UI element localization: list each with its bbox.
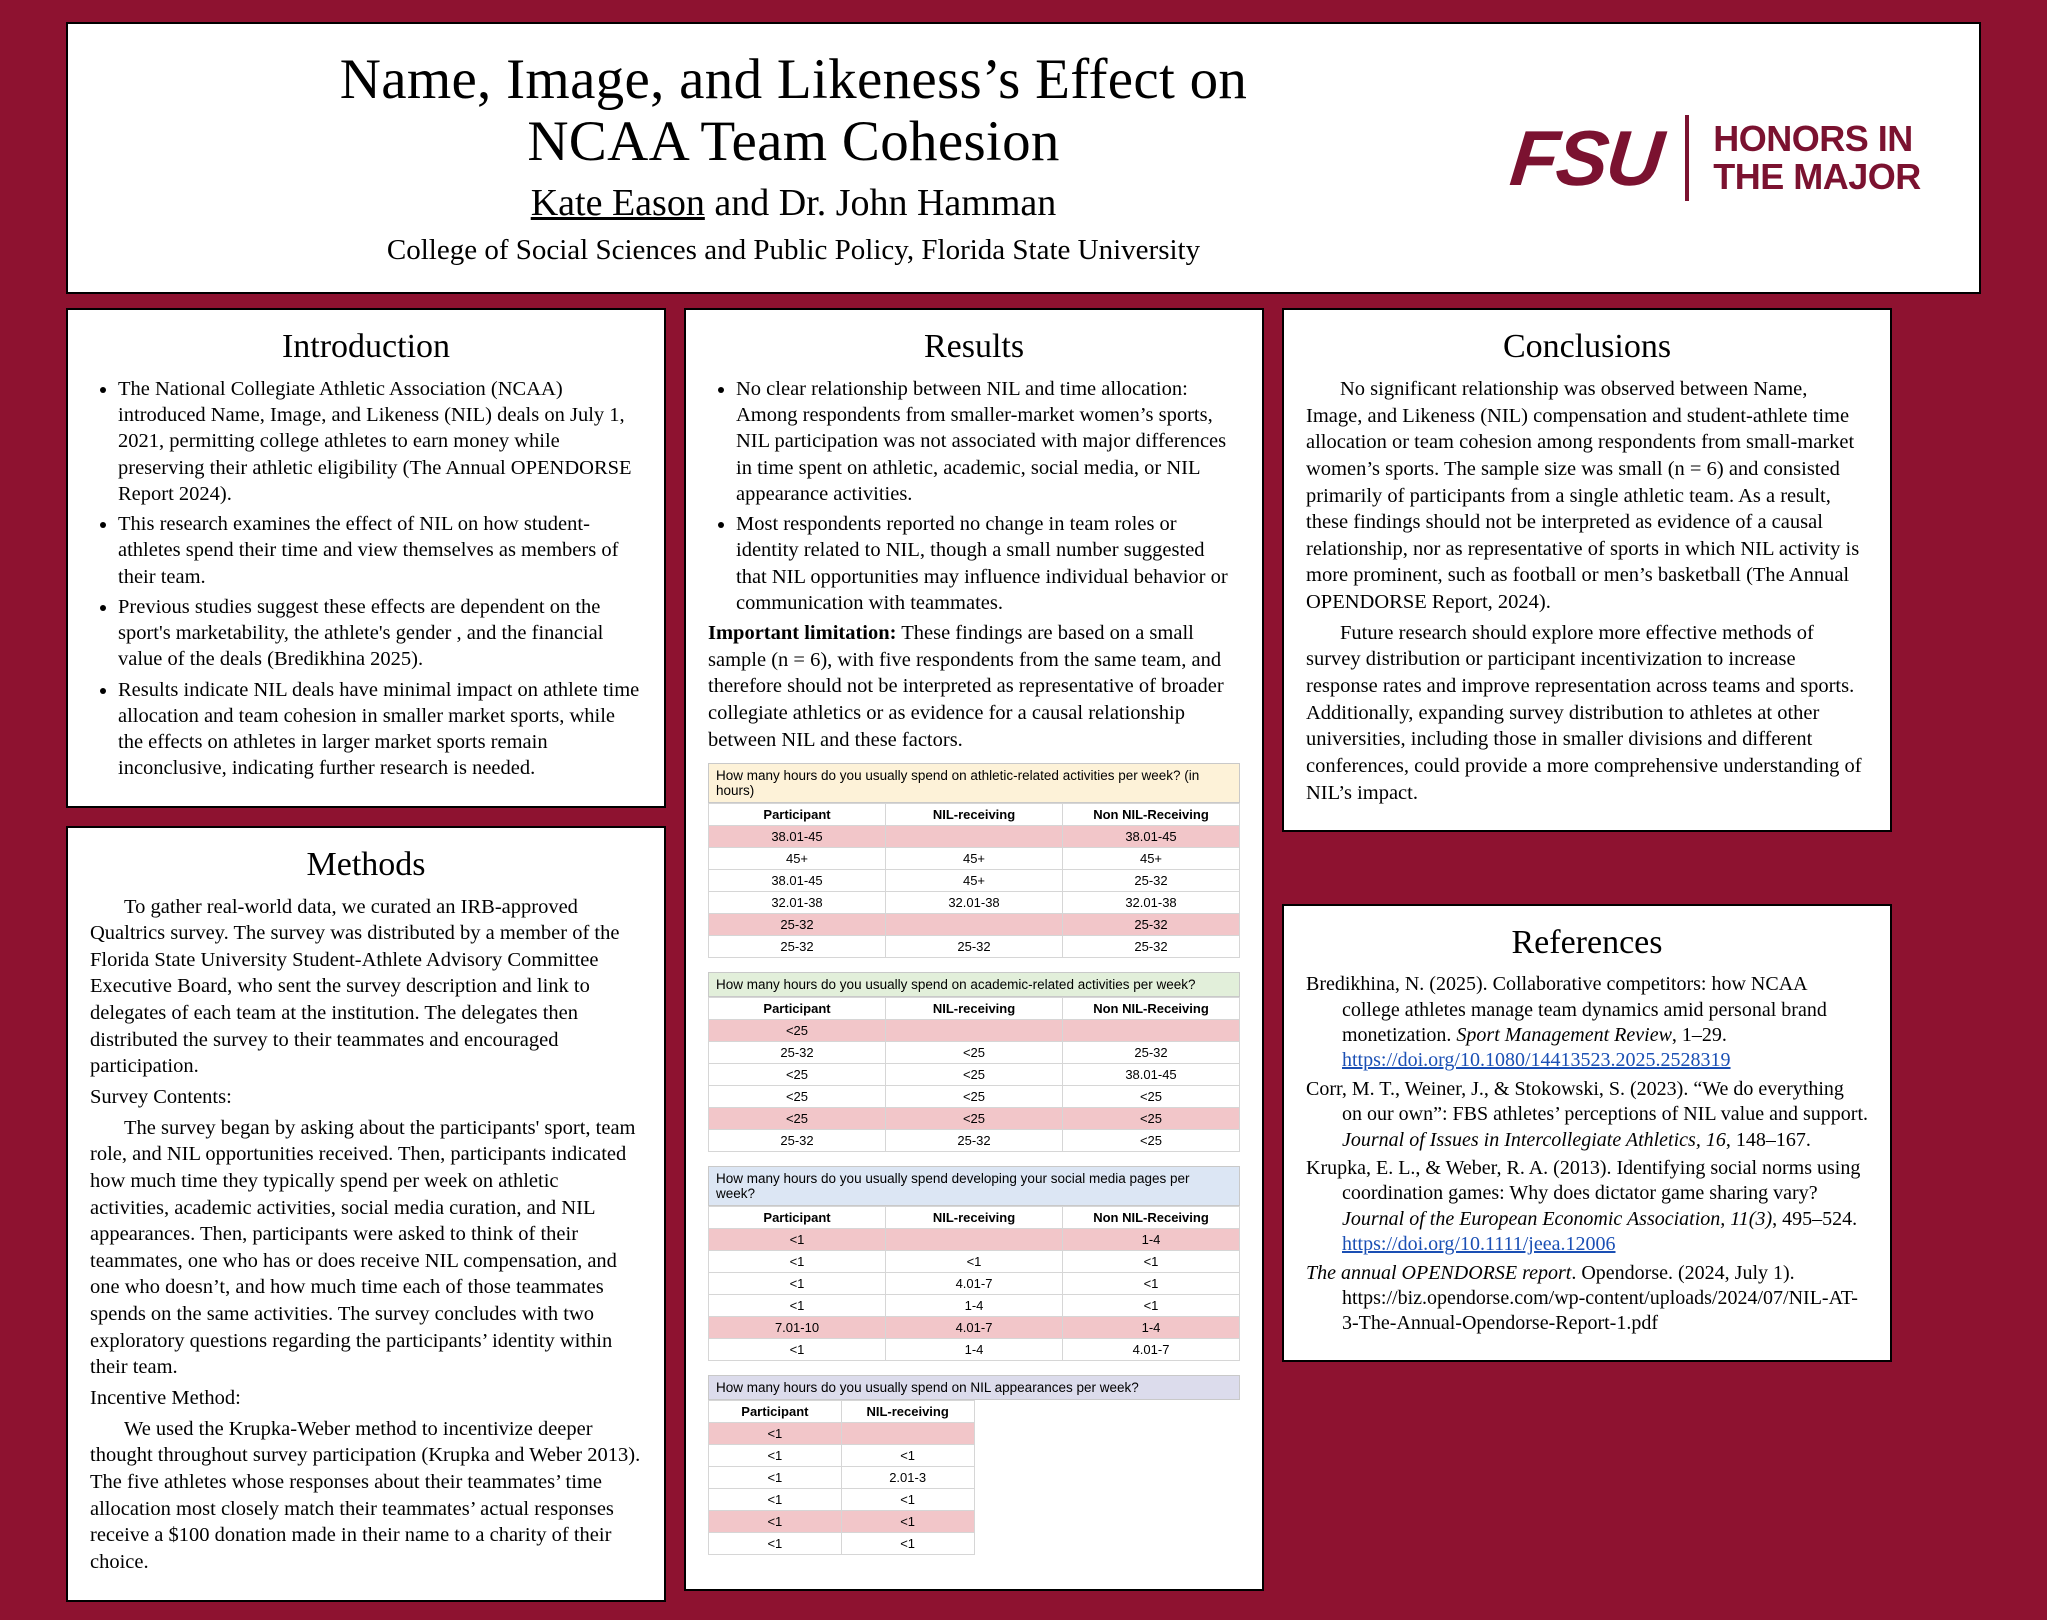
table-cell: <1: [709, 1489, 842, 1511]
table-cell: 1-4: [886, 1339, 1063, 1361]
table-cell: 38.01-45: [1063, 1064, 1240, 1086]
authors: [108, 181, 1479, 225]
introduction-card: [66, 308, 666, 808]
table-cell: <1: [841, 1533, 974, 1555]
table-cell: <1: [709, 1445, 842, 1467]
table-cell: <25: [709, 1108, 886, 1130]
table-cell: <1: [841, 1489, 974, 1511]
column-header: Participant: [709, 1207, 886, 1229]
column-header: NIL-receiving: [886, 1207, 1063, 1229]
table-cell: [886, 826, 1063, 848]
column-header: [974, 1401, 1107, 1423]
column-left: [66, 308, 666, 1620]
author-rest: and Dr. John Hamman: [704, 181, 1057, 224]
table-cell: <1: [709, 1533, 842, 1555]
table-cell: [886, 1020, 1063, 1042]
table-caption: How many hours do you usually spend on academic-related activities per week?: [708, 972, 1240, 997]
table-cell: 25-32: [1063, 936, 1240, 958]
column-middle: [684, 308, 1264, 1609]
table-cell: 25-32: [709, 1130, 886, 1152]
table-cell: 4.01-7: [886, 1317, 1063, 1339]
table-cell: [974, 1511, 1107, 1533]
table-cell: <25: [886, 1042, 1063, 1064]
column-header: NIL-receiving: [886, 804, 1063, 826]
introduction-heading: Introduction: [281, 328, 451, 365]
table-header-row: [709, 1207, 1240, 1229]
table-cell: [1107, 1533, 1240, 1555]
table-caption: How many hours do you usually spend on athletic-related activities per week? (in hours): [708, 763, 1240, 803]
references-heading: References: [1511, 924, 1663, 962]
table-cell: [1107, 1511, 1240, 1533]
limitation-text: These findings are based on a small sample (n = 6), with five respondents from the same team, and therefore should not be interpreted as representative of broader collegiate athletics or as evidence for a causal relationship between NIL and these factors.: [708, 622, 1224, 751]
table-cell: <1: [709, 1339, 886, 1361]
results-table-block: [708, 972, 1240, 1152]
table-row: [709, 1317, 1240, 1339]
results-table-block: [708, 763, 1240, 958]
table-header-row: [709, 1401, 1240, 1423]
table-row: [709, 1251, 1240, 1273]
affiliation: College of Social Sciences and Public Policy, Florida State University: [386, 233, 1201, 266]
table-cell: 45+: [1063, 848, 1240, 870]
table-row: [709, 1339, 1240, 1361]
table-cell: [886, 914, 1063, 936]
conclusions-card: [1282, 308, 1892, 832]
table-cell: 4.01-7: [1063, 1339, 1240, 1361]
conclusions-paragraph-1: No significant relationship was observed between Name, Image, and Likeness (NIL) compensation and student-athlete time allocation or team cohesion among respondents from small-market women’s sports. The sample size was small (n = 6) and consisted primarily of participants from a single athletic team. As a result, these findings should not be interpreted as evidence of a causal relationship, nor as representative of sports in which NIL activity is more prominent, such as football or men’s basketball (The Annual OPENDORSE Report, 2024).: [1306, 378, 1860, 614]
table-cell: 32.01-38: [709, 892, 886, 914]
results-table-block: [708, 1375, 1240, 1555]
poster-columns: [66, 308, 1981, 1620]
column-header: NIL-receiving: [886, 998, 1063, 1020]
table-row: [709, 870, 1240, 892]
table-row: [709, 1020, 1240, 1042]
table-cell: 25-32: [886, 936, 1063, 958]
limitation-label: Important limitation:: [708, 622, 897, 645]
table-row: [709, 826, 1240, 848]
table-row: [709, 848, 1240, 870]
methods-survey-contents-label: Survey Contents:: [90, 1086, 232, 1108]
table-cell: 45+: [709, 848, 886, 870]
reference-text-tail: . Opendorse. (2024, July 1). https://biz.opendorse.com/wp-content/uploads/2024/07/NIL-AT-3-The-Annual-Opendorse-Report-1.pdf: [1342, 1261, 1858, 1335]
table-cell: <1: [709, 1511, 842, 1533]
table-cell: 25-32: [886, 1130, 1063, 1152]
reference-entry: [1306, 1077, 1868, 1153]
results-table-block: [708, 1166, 1240, 1361]
table-cell: <25: [709, 1020, 886, 1042]
column-right: [1282, 308, 1892, 1380]
conclusions-paragraph-2: Future research should explore more effective methods of survey distribution or participant incentivization to increase response rates and improve representation across teams and sports. Additionally, expanding survey distribution to athletes at other universities, including those in smaller divisions and different conferences, could provide a more comprehensive understanding of NIL’s impact.: [1306, 621, 1862, 804]
table-cell: <1: [886, 1251, 1063, 1273]
reference-source-title: Journal of the European Economic Association, 11(3): [1342, 1207, 1773, 1230]
title-line-2: NCAA Team Cohesion: [527, 110, 1060, 173]
fsu-wordmark-icon: FSU: [1506, 113, 1666, 202]
table-cell: 25-32: [1063, 1042, 1240, 1064]
table-cell: <25: [886, 1064, 1063, 1086]
methods-card: [66, 826, 666, 1602]
table-row: [709, 1130, 1240, 1152]
list-item: • The National Collegiate Athletic Association (NCAA) introduced Name, Image, and Likeness (NIL) deals on July 1, 2021, permitting college athletes to earn money while preserving their athletic eligibility (The Annual OPENDORSE Report 2024).: [118, 376, 642, 507]
table-cell: <25: [1063, 1130, 1240, 1152]
table-cell: <1: [709, 1273, 886, 1295]
fsu-honors-logo: [1479, 113, 1979, 204]
table-header-row: [709, 804, 1240, 826]
table-cell: [1107, 1423, 1240, 1445]
reference-text: Corr, M. T., Weiner, J., & Stokowski, S. (2023). “We do everything on our own”: FBS athletes’ perceptions of NIL value and support.: [1306, 1077, 1868, 1126]
reference-text: Bredikhina, N. (2025). Collaborative competitors: how NCAA college athletes manage team dynamics amid personal brand monetization.: [1306, 973, 1827, 1047]
table-cell: 45+: [886, 870, 1063, 892]
table-row: [709, 1273, 1240, 1295]
table-cell: 25-32: [709, 914, 886, 936]
table-row: [709, 1423, 1240, 1445]
table-row: [709, 1108, 1240, 1130]
table-cell: <1: [709, 1467, 842, 1489]
table-cell: <25: [709, 1086, 886, 1108]
table-cell: 2.01-3: [841, 1467, 974, 1489]
list-item: • No clear relationship between NIL and time allocation: Among respondents from smaller-market women’s sports, NIL participation was not associated with major differences in time spent on athletic, academic, social media, or NIL appearance activities.: [736, 376, 1240, 507]
data-table: [708, 1206, 1240, 1361]
table-row: [709, 1489, 1240, 1511]
column-header: NIL-receiving: [841, 1401, 974, 1423]
methods-paragraph-3: We used the Krupka-Weber method to incentivize deeper thought throughout survey participation (Krupka and Weber 2013). The five athletes whose responses about their teammates’ time allocation most closely match their teammates’ actual responses receive a $100 donation made in their name to a charity of their choice.: [90, 1417, 641, 1573]
table-cell: [974, 1445, 1107, 1467]
table-row: [709, 1533, 1240, 1555]
column-header: [1107, 1401, 1240, 1423]
page-title: [108, 49, 1479, 172]
references-list: [1306, 972, 1868, 1336]
table-cell: 25-32: [709, 1042, 886, 1064]
table-header-row: [709, 998, 1240, 1020]
honors-line-1: HONORS IN: [1713, 118, 1913, 160]
table-cell: <1: [841, 1511, 974, 1533]
table-cell: [841, 1423, 974, 1445]
reference-source-title: The annual OPENDORSE report: [1306, 1261, 1572, 1284]
data-table: [708, 803, 1240, 958]
table-row: [709, 936, 1240, 958]
table-cell: [974, 1467, 1107, 1489]
table-cell: [974, 1533, 1107, 1555]
table-cell: <25: [709, 1064, 886, 1086]
table-row: [709, 1229, 1240, 1251]
methods-paragraph-1: To gather real-world data, we curated an IRB-approved Qualtrics survey. The survey was distributed by a member of the Florida State University Student-Athlete Advisory Committee Executive Board, who sent the survey description and link to delegates of each team at the institution. The delegates then distributed the survey to their teammates and encouraged participation.: [90, 895, 620, 1078]
list-item: • Results indicate NIL deals have minimal impact on athlete time allocation and team cohesion in smaller market sports, while the effects on athletes in larger market sports remain inconclusive, indicating further research is needed.: [118, 677, 642, 782]
table-caption: How many hours do you usually spend developing your social media pages per week?: [708, 1166, 1240, 1206]
header-text-block: [68, 49, 1479, 266]
table-cell: <1: [841, 1445, 974, 1467]
table-cell: [1107, 1467, 1240, 1489]
table-cell: [886, 1229, 1063, 1251]
reference-text: Krupka, E. L., & Weber, R. A. (2013). Identifying social norms using coordination games: Why does dictator game sharing vary?: [1306, 1156, 1861, 1205]
table-cell: 1-4: [886, 1295, 1063, 1317]
table-row: [709, 1295, 1240, 1317]
table-cell: 45+: [886, 848, 1063, 870]
table-cell: [974, 1423, 1107, 1445]
results-bullets: [708, 376, 1240, 616]
reference-entry: [1306, 1156, 1868, 1258]
poster-header: [66, 22, 1981, 294]
table-row: [709, 1511, 1240, 1533]
honors-in-the-major-text: [1713, 120, 1921, 196]
list-item: • Previous studies suggest these effects are dependent on the sport's marketability, the athlete's gender , and the financial value of the deals (Bredikhina 2025).: [118, 594, 642, 673]
table-cell: <25: [886, 1108, 1063, 1130]
table-cell: 1-4: [1063, 1229, 1240, 1251]
table-cell: <1: [1063, 1295, 1240, 1317]
references-card: [1282, 904, 1892, 1361]
reference-entry: [1306, 972, 1868, 1074]
author-primary: Kate Eason: [530, 181, 705, 224]
methods-paragraph-2: The survey began by asking about the participants' sport, team role, and NIL opportunities received. Then, participants indicated how much time they typically spend per week on athletic activities, academic activities, social media curation, and NIL appearances. Then, participants were asked to think of their teammates, one who has or does receive NIL compensation, and one who doesn’t, and how much time each of those teammates spends on the same activities. The survey concludes with two exploratory questions regarding the participants’ identity within their team.: [90, 1116, 636, 1379]
introduction-bullets: [90, 376, 642, 782]
title-line-1: Name, Image, and Likeness’s Effect on: [339, 48, 1248, 112]
table-cell: <25: [886, 1086, 1063, 1108]
table-cell: <1: [1063, 1273, 1240, 1295]
table-cell: 38.01-45: [709, 870, 886, 892]
table-cell: <25: [1063, 1108, 1240, 1130]
table-cell: <1: [709, 1423, 842, 1445]
table-cell: 1-4: [1063, 1317, 1240, 1339]
data-table: [708, 997, 1240, 1152]
results-limitation: [708, 620, 1240, 753]
reference-doi-link[interactable]: https://doi.org/10.1111/jeea.12006: [1342, 1233, 1616, 1256]
column-header: Participant: [709, 804, 886, 826]
table-row: [709, 914, 1240, 936]
methods-incentive-label: Incentive Method:: [90, 1387, 241, 1410]
table-cell: <1: [709, 1295, 886, 1317]
table-row: [709, 1064, 1240, 1086]
table-cell: [974, 1489, 1107, 1511]
table-cell: <25: [1063, 1086, 1240, 1108]
data-table: [708, 1400, 1240, 1555]
table-cell: 4.01-7: [886, 1273, 1063, 1295]
conclusions-heading: Conclusions: [1502, 328, 1672, 365]
table-cell: 38.01-45: [1063, 826, 1240, 848]
reference-source-title: Sport Management Review: [1456, 1024, 1672, 1047]
table-caption: How many hours do you usually spend on NIL appearances per week?: [708, 1375, 1240, 1400]
table-cell: 25-32: [1063, 870, 1240, 892]
table-row: [709, 1467, 1240, 1489]
table-cell: <1: [1063, 1251, 1240, 1273]
table-row: [709, 892, 1240, 914]
list-item: • Most respondents reported no change in team roles or identity related to NIL, though a small number suggested that NIL opportunities may influence individual behavior or communication with teammates.: [736, 511, 1240, 616]
column-header: Non NIL-Receiving: [1063, 998, 1240, 1020]
column-header: Participant: [709, 998, 886, 1020]
table-cell: 32.01-38: [1063, 892, 1240, 914]
reference-source-title: Journal of Issues in Intercollegiate Athletics, 16: [1342, 1128, 1726, 1151]
reference-text-tail: , 1–29.: [1671, 1024, 1727, 1047]
reference-entry: [1306, 1261, 1868, 1337]
reference-doi-link[interactable]: https://doi.org/10.1080/14413523.2025.2528319: [1342, 1049, 1731, 1072]
reference-text-tail: , 148–167.: [1725, 1128, 1811, 1151]
reference-text-tail: , 495–524.: [1772, 1207, 1858, 1230]
table-row: [709, 1086, 1240, 1108]
table-row: [709, 1445, 1240, 1467]
column-header: Non NIL-Receiving: [1063, 804, 1240, 826]
table-cell: 32.01-38: [886, 892, 1063, 914]
table-cell: <1: [709, 1251, 886, 1273]
table-cell: 25-32: [709, 936, 886, 958]
column-header: Non NIL-Receiving: [1063, 1207, 1240, 1229]
table-cell: 7.01-10: [709, 1317, 886, 1339]
table-row: [709, 1042, 1240, 1064]
table-cell: [1063, 1020, 1240, 1042]
table-cell: <1: [709, 1229, 886, 1251]
table-cell: 38.01-45: [709, 826, 886, 848]
table-cell: [1107, 1489, 1240, 1511]
results-card: [684, 308, 1264, 1591]
results-tables: [708, 763, 1240, 1555]
column-header: Participant: [709, 1401, 842, 1423]
honors-line-2: THE MAJOR: [1713, 156, 1921, 197]
table-cell: [1107, 1445, 1240, 1467]
list-item: • This research examines the effect of NIL on how student-athletes spend their time and view themselves as members of their team.: [118, 511, 642, 590]
logo-divider: [1685, 115, 1689, 201]
methods-heading: Methods: [306, 845, 426, 883]
table-cell: 25-32: [1063, 914, 1240, 936]
results-heading: Results: [923, 328, 1025, 365]
